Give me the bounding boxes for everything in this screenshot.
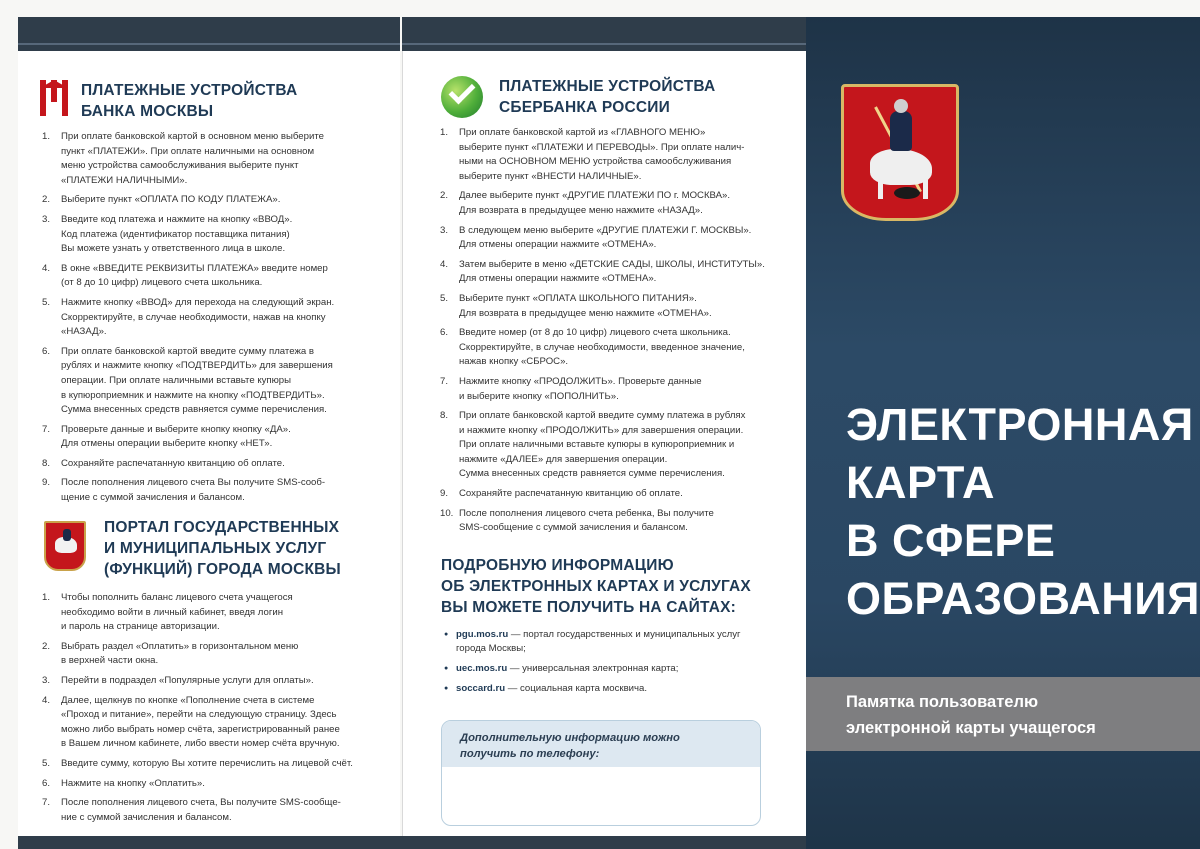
site-description: — портал государственных и муниципальных услуг города Москвы; [456,629,741,654]
step-text: При оплате банковской картой введите сумму платежа в рублях и нажмите кнопку «ПРОДОЛЖИТЬ» для завершения операции. При оплате наличными вставьте купюры в купюроприемник и нажмите «ДАЛЕЕ» для завершения операции. Сумма внесенных средств равняется сумме перечисления. [459,410,746,480]
site-description: — социальная карта москвича. [505,683,648,694]
step-number: 7. [42,797,51,809]
step-text: Введите номер (от 8 до 10 цифр) лицевого счета школьника. Скорректируйте, в случае необходимости, введенное значение, нажав кнопку «СБРОС». [459,327,745,368]
site-link[interactable]: uec.mos.ru [456,663,508,674]
step-number: 2. [440,190,449,202]
step-number: 8. [42,457,51,469]
site-item [444,662,741,676]
step-item [40,777,392,792]
step-item [40,296,390,340]
step-text: Далее, щелкнув по кнопке «Пополнение счета в системе «Проход и питание», перейти на следующую страницу. Здесь можно либо выбрать номер счёта, зарегистрированный ранее в Вашем личном кабинете, либо ввести номер счёта вручную. [61,694,340,750]
step-number: 6. [42,777,51,789]
sberbank-title: ПЛАТЕЖНЫЕ УСТРОЙСТВА СБЕРБАНКА РОССИИ [499,78,716,116]
step-number: 3. [440,224,449,236]
step-item [438,126,798,184]
step-text: Нажмите кнопку «ПРОДОЛЖИТЬ». Проверьте данные и выберите кнопку «ПОПОЛНИТЬ». [459,375,702,402]
step-text: Введите сумму, которую Вы хотите перечислить на лицевой счёт. [61,757,353,769]
moscow-coat-of-arms-icon [44,521,86,571]
top-band-left [18,17,400,51]
step-number: 7. [440,375,449,387]
step-item [40,476,390,505]
bank-of-moscow-logo-icon [40,80,68,116]
step-number: 1. [42,131,51,142]
step-item [40,796,392,825]
step-item [438,487,798,502]
step-number: 10. [440,507,454,519]
step-number: 6. [440,327,449,339]
portal-title: ПОРТАЛ ГОСУДАРСТВЕННЫХ И МУНИЦИПАЛЬНЫХ УСЛУГ (ФУНКЦИЙ) ГОРОДА МОСКВЫ [104,519,341,578]
step-item [40,757,392,772]
phone-info-box [441,720,761,826]
step-item [438,375,798,404]
step-text: Выбрать раздел «Оплатить» в горизонтальном меню в верхней части окна. [61,640,299,667]
step-number: 1. [440,127,449,138]
step-text: Затем выберите в меню «ДЕТСКИЕ САДЫ, ШКОЛЫ, ИНСТИТУТЫ». Для отмены операции нажмите «ОТМЕНА». [459,258,765,285]
memo-text: Памятка пользователю электронной карты учащегося [846,693,1096,737]
step-text: Далее выберите пункт «ДРУГИЕ ПЛАТЕЖИ ПО г. МОСКВА». Для возврата в предыдущее меню нажмите «НАЗАД». [459,190,731,216]
step-number: 6. [42,345,51,357]
step-text: При оплате банковской картой введите сумму платежа в рублях и нажмите кнопку «ПОДТВЕРДИТЬ» для завершения операции. При оплате наличными вставьте купюры в купюроприемник и нажмите на кнопку «ПОДТВЕРДИТЬ». Сумма внесенных средств равняется сумме перечисления. [61,345,333,416]
bottom-band [18,836,806,849]
step-text: Чтобы пополнить баланс лицевого счета учащегося необходимо войти в личный кабинет, введя логин и пароль на странице авторизации. [61,592,293,633]
site-item [444,682,741,696]
site-link[interactable]: soccard.ru [456,683,506,694]
step-text: Выберите пункт «ОПЛАТА ПО КОДУ ПЛАТЕЖА». [61,194,281,206]
step-text: После пополнения лицевого счета, Вы получите SMS-сообще- ние с суммой зачисления и балансом. [61,797,341,823]
step-text: В окне «ВВЕДИТЕ РЕКВИЗИТЫ ПЛАТЕЖА» введите номер (от 8 до 10 цифр) лицевого счета школьника. [61,262,328,289]
step-item [40,640,392,669]
step-text: При оплате банковской картой в основном меню выберите пункт «ПЛАТЕЖИ». При оплате наличными на основном меню устройства самообслуживания выберите пункт «ПЛАТЕЖИ НАЛИЧНЫМИ». [61,131,324,186]
step-item [40,262,390,291]
step-text: Нажмите на кнопку «Оплатить». [61,777,205,789]
step-item [40,213,390,257]
moscow-coat-of-arms-icon [841,84,959,221]
top-band-middle [402,17,806,51]
step-item [438,258,798,287]
step-number: 9. [42,477,51,489]
step-number: 9. [440,488,449,500]
sberbank-logo-icon [441,76,483,118]
portal-header [44,521,86,571]
step-item [40,674,392,689]
step-text: Сохраняйте распечатанную квитанцию об оплате. [459,488,683,500]
step-item [40,345,390,418]
step-number: 8. [440,410,449,422]
step-text: Нажмите кнопку «ВВОД» для перехода на следующий экран. Скорректируйте, в случае необходимости, нажав на кнопку «НАЗАД». [61,296,335,338]
phone-prompt: Дополнительную информацию можно получить по телефону: [442,721,760,767]
memo-banner [806,677,1200,751]
step-number: 5. [42,757,51,769]
step-item [438,326,798,370]
bank-moscow-steps [40,130,390,511]
step-number: 2. [42,640,51,652]
sites-list [444,628,741,702]
step-item [40,423,390,452]
step-item [438,507,798,536]
cover-title: ЭЛЕКТРОННАЯ КАРТА В СФЕРЕ ОБРАЗОВАНИЯ [846,399,1200,624]
step-number: 2. [42,194,51,206]
step-number: 4. [42,694,51,706]
step-number: 7. [42,423,51,435]
step-number: 4. [42,262,51,274]
sberbank-header [441,76,483,118]
step-item [40,694,392,752]
step-item [438,189,798,218]
step-text: Проверьте данные и выберите кнопку кнопку «ДА». Для отмены операции выберите кнопку «НЕТ». [61,423,291,450]
step-number: 4. [440,258,449,270]
step-item [40,457,390,472]
step-item [40,193,390,208]
step-text: Выберите пункт «ОПЛАТА ШКОЛЬНОГО ПИТАНИЯ». Для возврата в предыдущее меню нажмите «ОТМЕНА». [459,292,712,319]
step-text: Введите код платежа и нажмите на кнопку «ВВОД». Код платежа (идентификатор поставщика питания) Вы можете узнать у ответственного лица в школе. [61,213,293,255]
step-number: 3. [42,213,51,225]
step-text: Сохраняйте распечатанную квитанцию об оплате. [61,457,285,469]
site-description: — универсальная электронная карта; [507,663,679,674]
portal-steps [40,591,392,830]
step-number: 5. [440,292,449,304]
step-text: После пополнения лицевого счета ребенка, Вы получите SMS-сообщение с суммой зачисления и балансом. [459,507,714,534]
step-number: 1. [42,592,51,603]
step-item [40,591,392,635]
bank-moscow-title: ПЛАТЕЖНЫЕ УСТРОЙСТВА БАНКА МОСКВЫ [81,82,298,120]
sberbank-steps [438,126,798,541]
step-text: При оплате банковской картой из «ГЛАВНОГО МЕНЮ» выберите пункт «ПЛАТЕЖИ И ПЕРЕВОДЫ». При оплате налич- ными на ОСНОВНОМ МЕНЮ устройства самообслуживания выберите пункт «ВНЕСТИ НАЛИЧНЫЕ». [459,127,745,182]
step-item [438,292,798,321]
step-text: Перейти в подраздел «Популярные услуги для оплаты». [61,674,314,686]
step-text: После пополнения лицевого счета Вы получите SMS-сооб- щение с суммой зачисления и балансом. [61,477,326,504]
bank-moscow-header [40,80,68,116]
site-link[interactable]: pgu.mos.ru [456,629,509,640]
step-number: 5. [42,296,51,308]
step-number: 3. [42,674,51,686]
step-text: В следующем меню выберите «ДРУГИЕ ПЛАТЕЖИ Г. МОСКВЫ». Для отмены операции нажмите «ОТМЕНА». [459,224,752,251]
info-heading: ПОДРОБНУЮ ИНФОРМАЦИЮ ОБ ЭЛЕКТРОННЫХ КАРТАХ И УСЛУГАХ ВЫ МОЖЕТЕ ПОЛУЧИТЬ НА САЙТАХ: [441,557,751,616]
step-item [40,130,390,188]
step-item [438,409,798,482]
site-item [444,628,741,656]
step-item [438,224,798,253]
